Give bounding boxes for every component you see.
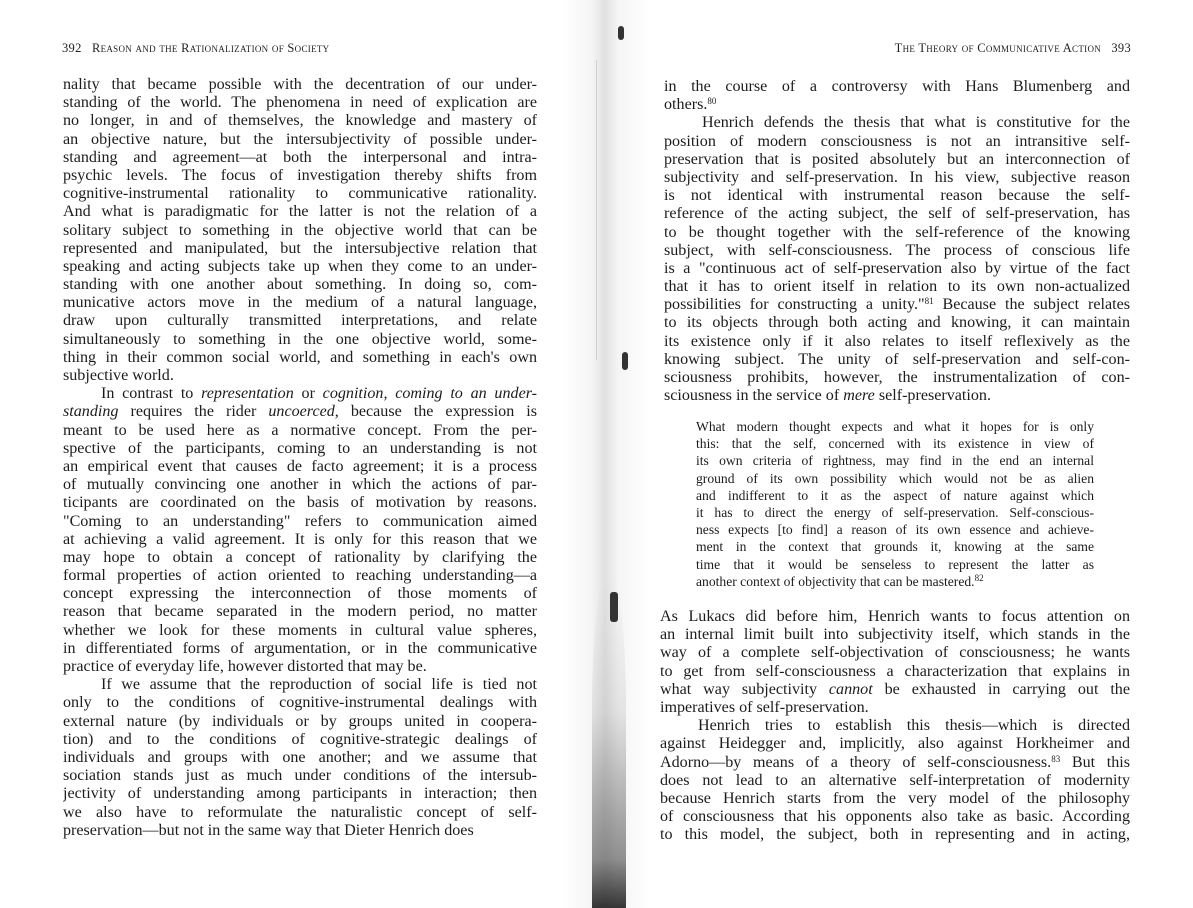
text-line: way of a complete self-objectivation of consciousness; he wants [660,644,1130,662]
quote-line: another context of objectivity that can be mastered.$^{82}$ [696,572,984,589]
text-line: reference of the acting subject, the self of self-preservation, has [664,205,1130,223]
text-line: psychic levels. The focus of investigation thereby shifts from [63,166,537,184]
text-line: preservation—but not in the same way that Dieter Henrich does [63,821,474,839]
text-line: is a "continuous act of self-preservation also by virtue of the fact [664,259,1130,277]
text-line: speaking and acting subjects take up when they come to an under- [63,257,537,275]
text-line: is not identical with instrumental reason because the self- [664,187,1130,205]
text-line: ticipants are coordinated on the basis of motivation by reasons. [63,494,537,512]
left-body-text [63,76,537,840]
text-line: does not lead to an alternative self-interpretation of modernity [660,771,1130,789]
left-running-header [62,41,329,56]
text-line: in the course of a controversy with Hans Blumenberg and [664,78,1130,95]
text-line: possibilities for constructing a unity."$^{81}$ Because the subject relates [664,296,1130,314]
left-page [0,0,580,908]
text-line: sociation stands just as much under conditions of the intersub- [63,767,537,785]
text-line: to be thought together with the self-reference of the knowing [664,223,1130,241]
quote-line: ness expects [to find] a reason of its own essence and achieve- [696,522,1094,538]
text-line: others.$^{80}$ [664,96,717,114]
text-line: what way subjectivity cannot be exhausted in carrying out the [660,680,1130,698]
text-line: against Heidegger and, implicitly, also against Horkheimer and [660,735,1130,753]
text-line: municative actors move in the medium of a natural language, [63,294,537,312]
text-line: of consciousness that his opponents also take as basic. According [660,808,1130,826]
gutter-fold-line [596,60,597,360]
quote-line: ment in the context that grounds it, knowing at the same [696,539,1094,555]
text-line: standing with one another about something. In doing so, com- [63,276,537,294]
quote-line: ground of its own possibility which would not be as alien [696,470,1094,486]
text-line: jectivity of understanding among participants in interaction; then [63,785,537,803]
right-page [608,0,1193,908]
text-line: knowing subject. The unity of self-preservation and self-con- [664,350,1130,368]
text-line: subjective world. [63,367,174,384]
text-line: position of modern consciousness is not an intransitive self- [664,132,1130,150]
text-line: in differentiated forms of argumentation, or in the communicative [63,639,537,657]
quote-line: and indifferent to it as the aspect of nature against which [696,487,1094,503]
right-running-header [895,41,1131,56]
text-line: meant to be used here as a normative concept. From the per- [63,421,537,439]
text-line: an empirical event that causes de facto agreement; it is a process [63,457,537,475]
text-line: reason that became separated in the modern period, no matter [63,603,537,621]
text-line: practice of everyday life, however distorted that may be. [63,658,427,675]
text-line: to get from self-consciousness a characterization that explains in [660,662,1130,680]
quote-line: it has to direct the energy of self-preservation. Self-conscious- [696,504,1094,520]
text-line: individuals and groups with one another; and we assume that [63,748,537,766]
text-line: represented and manipulated, but the intersubjective relation that [63,239,537,257]
text-line: standing requires the rider uncoerced, because the expression is [63,403,537,421]
text-line: sciousness in the service of mere self-preservation. [664,387,991,405]
text-line: because Henrich starts from the very model of the philosophy [660,789,1130,807]
right-body-text [664,78,1130,405]
text-line: an objective nature, but the intersubjectivity of possible under- [63,130,537,148]
text-line: thing in their common social world, and something in each's own [63,348,537,366]
text-line: And what is paradigmatic for the latter is not the relation of a [63,203,537,221]
text-line: imperatives of self-preservation. [660,698,869,716]
text-line: solitary subject to something in the objective world that can be [63,221,537,239]
right-page-number: 393 [1111,41,1131,55]
text-line: As Lukacs did before him, Henrich wants to focus attention on [660,608,1130,625]
quote-line: this: that the self, concerned with its existence in view of [696,436,1094,452]
text-line: concept expressing the interconnection of those moments of [63,585,537,603]
right-body-text-continued [660,608,1130,844]
text-line: If we assume that the reproduction of social life is tied not [101,676,537,694]
text-line: an internal limit built into subjectivity itself, which stands in the [660,626,1130,644]
text-line: In contrast to representation or cognition, coming to an under- [101,385,537,403]
text-line: Adorno—by means of a theory of self-consciousness.$^{83}$ But this [660,753,1130,771]
text-line: standing of the world. The phenomena in need of explication are [63,94,537,112]
text-line: tion) and to the conditions of cognitive-strategic dealings of [63,730,537,748]
text-line: preservation that is posited absolutely but an interconnection of [664,150,1130,168]
text-line: to its objects through both acting and knowing, it can maintain [664,314,1130,332]
text-line: Henrich tries to establish this thesis—which is directed [698,717,1130,735]
text-line: simultaneously to something in the one objective world, some- [63,330,537,348]
text-line: cognitive-instrumental rationality to communicative rationality. [63,185,537,203]
text-line: to this model, the subject, both in representing and in acting, [660,826,1130,844]
block-quotation [696,418,1094,590]
quote-line: What modern thought expects and what it hopes for is only [696,419,1094,434]
text-line: subjectivity and self-preservation. In his view, subjective reason [664,168,1130,186]
text-line: at achieving a valid agreement. It is only for this reason that we [63,530,537,548]
quote-line: time that it would be senseless to represent the latter as [696,556,1094,572]
left-page-number: 392 [62,41,82,55]
text-line: nality that became possible with the decentration of our under- [63,76,537,93]
text-line: whether we look for these moments in cultural value spheres, [63,621,537,639]
text-line: may hope to obtain a concept of rationality by clarifying the [63,548,537,566]
text-line: of mutually convincing one another in which the actions of par- [63,476,537,494]
text-line: we also have to reformulate the naturalistic concept of self- [63,803,537,821]
text-line: spective of the participants, coming to an understanding is not [63,439,537,457]
text-line: its existence only if it also relates to itself reflexively as the [664,332,1130,350]
text-line: draw upon culturally transmitted interpretations, and relate [63,312,537,330]
text-line: formal properties of action oriented to reaching understanding—a [63,567,537,585]
left-running-title: Reason and the Rationalization of Society [91,41,330,55]
text-line: that it has to orient itself in relation to its own non-actualized [664,278,1130,296]
text-line: external nature (by individuals or by groups united in coopera- [63,712,537,730]
text-line: no longer, in and of themselves, the knowledge and mastery of [63,112,537,130]
text-line: only to the conditions of cognitive-instrumental dealings with [63,694,537,712]
quote-line: its own criteria of rightness, may find in the end an internal [696,453,1094,469]
right-running-title: The Theory of Communicative Action [894,41,1102,55]
text-line: "Coming to an understanding" refers to communication aimed [63,512,537,530]
text-line: sciousness prohibits, however, the instrumentalization of con- [664,369,1130,386]
text-line: subject, with self-consciousness. The process of conscious life [664,241,1130,259]
text-line: Henrich defends the thesis that what is constitutive for the [702,114,1130,132]
text-line: standing and agreement—at both the interpersonal and intra- [63,148,537,166]
